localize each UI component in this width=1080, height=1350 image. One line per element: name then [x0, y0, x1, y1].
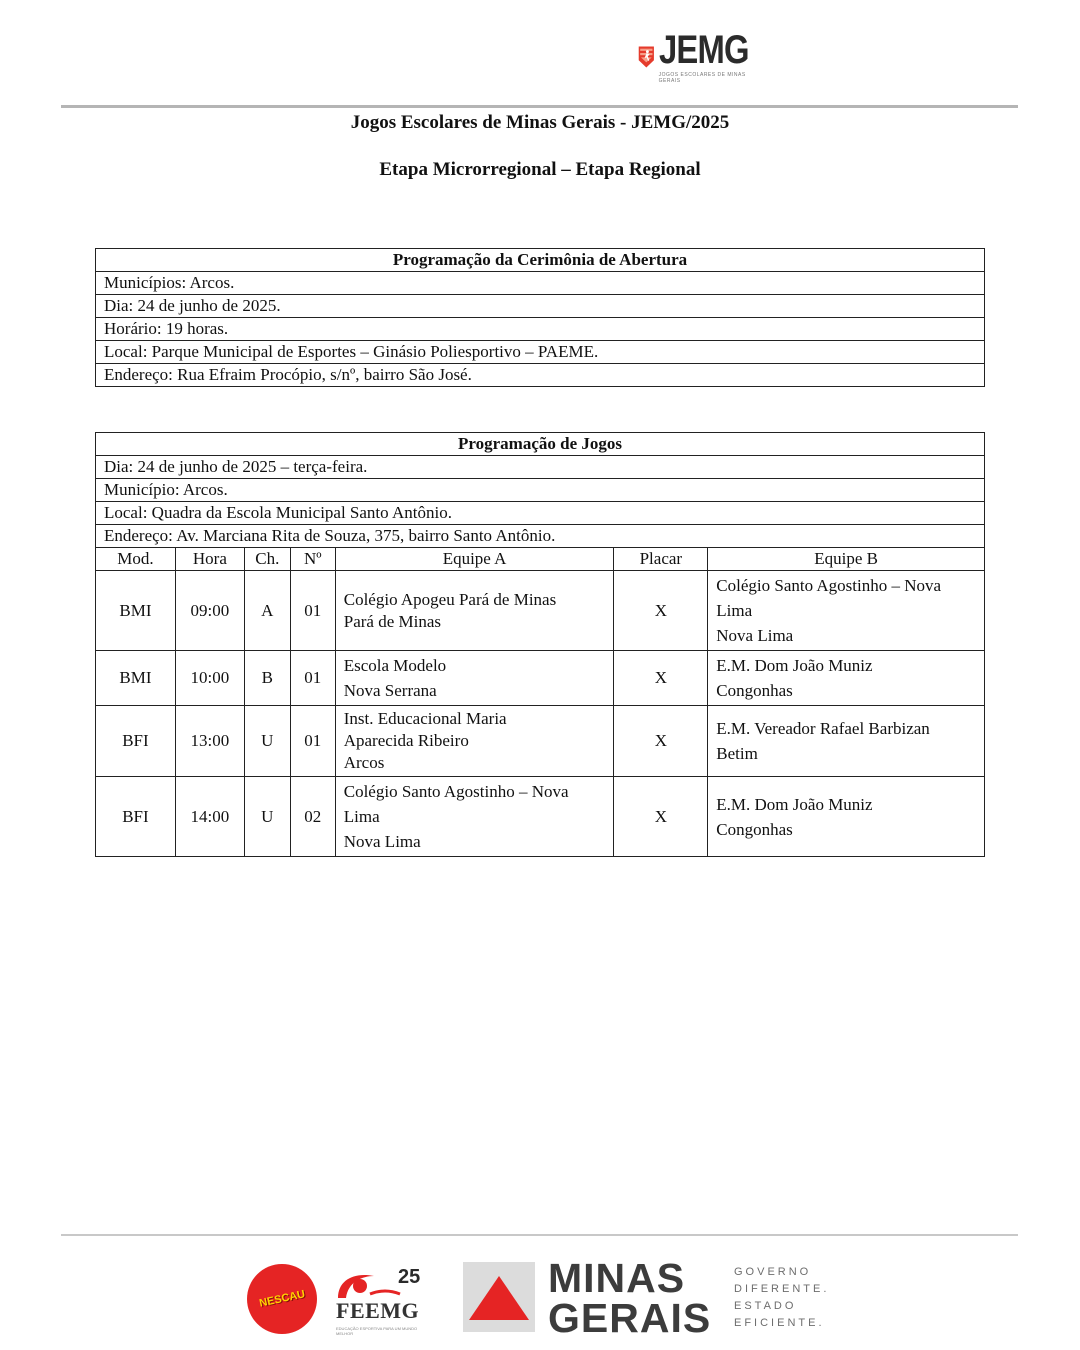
column-header-equipe-b: Equipe B	[708, 548, 985, 571]
games-heading: Programação de Jogos	[96, 433, 985, 456]
nescau-logo-text: NESCAU	[258, 1288, 306, 1310]
match-team-b	[708, 706, 985, 777]
match-n: 01	[290, 706, 335, 777]
ceremony-heading: Programação da Cerimônia de Abertura	[96, 249, 985, 272]
match-n: 01	[290, 651, 335, 706]
team-a-line: Arcos	[343, 753, 385, 772]
nescau-logo	[247, 1264, 317, 1334]
jemg-shield-icon	[638, 26, 655, 88]
team-a-line: Nova Serrana	[343, 681, 437, 700]
match-ch: B	[244, 651, 290, 706]
games-info-row: Município: Arcos.	[96, 479, 985, 502]
column-header-ch: Ch.	[244, 548, 290, 571]
feemg-anniversary: 25	[398, 1266, 421, 1288]
match-ch: U	[244, 777, 290, 857]
match-team-b	[708, 777, 985, 857]
team-a-line: Escola Modelo	[343, 656, 447, 675]
games-table	[95, 432, 985, 857]
team-b-line: Betim	[716, 744, 758, 763]
match-team-a	[335, 651, 614, 706]
feemg-logo-text: FEEMG	[336, 1298, 420, 1323]
team-a-line: Nova Lima	[343, 832, 421, 851]
team-a-line: Lima	[343, 807, 380, 826]
team-a-line: Colégio Apogeu Pará de Minas	[343, 589, 557, 609]
table-row	[96, 706, 985, 777]
team-a-line: Aparecida Ribeiro	[343, 731, 469, 750]
games-info-row: Endereço: Av. Marciana Rita de Souza, 375, bairro Santo Antônio.	[96, 525, 985, 548]
column-header-n: Nº	[290, 548, 335, 571]
team-b-line: E.M. Dom João Muniz	[716, 656, 873, 675]
feemg-logo	[332, 1266, 434, 1336]
government-slogan	[734, 1264, 829, 1332]
team-a-line: Pará de Minas	[343, 611, 441, 631]
ceremony-row: Horário: 19 horas.	[96, 318, 985, 341]
match-hora: 13:00	[175, 706, 244, 777]
match-hora: 09:00	[175, 571, 244, 651]
team-b-line: E.M. Dom João Muniz	[716, 794, 873, 814]
sponsor-logos	[0, 1252, 1080, 1342]
match-team-b	[708, 651, 985, 706]
document-title: Jogos Escolares de Minas Gerais - JEMG/2025	[350, 112, 730, 133]
ceremony-row: Municípios: Arcos.	[96, 272, 985, 295]
triangle-icon	[463, 1262, 535, 1332]
team-b-line: Lima	[716, 601, 753, 620]
ceremony-row: Endereço: Rua Efraim Procópio, s/nº, bairro São José.	[96, 364, 985, 387]
match-placar: X	[614, 651, 708, 706]
column-header-hora: Hora	[175, 548, 244, 571]
match-mod: BFI	[96, 706, 176, 777]
wordmark-line: GERAIS	[548, 1295, 712, 1341]
match-team-b	[708, 571, 985, 651]
team-b-line: Congonhas	[716, 819, 793, 839]
team-a-line: Colégio Santo Agostinho – Nova	[343, 782, 569, 801]
match-mod: BFI	[96, 777, 176, 857]
jemg-logo	[638, 26, 768, 88]
match-mod: BMI	[96, 571, 176, 651]
match-ch: U	[244, 706, 290, 777]
team-b-line: Congonhas	[716, 681, 793, 700]
match-placar: X	[614, 706, 708, 777]
document-subtitle: Etapa Microrregional – Etapa Regional	[379, 159, 701, 180]
match-placar: X	[614, 777, 708, 857]
games-info-row: Dia: 24 de junho de 2025 – terça-feira.	[96, 456, 985, 479]
match-hora: 10:00	[175, 651, 244, 706]
team-b-line: Colégio Santo Agostinho – Nova	[716, 576, 942, 595]
feemg-tagline: EDUCAÇÃO ESPORTIVA PARA UM MUNDO MELHOR	[336, 1326, 418, 1336]
match-ch: A	[244, 571, 290, 651]
team-b-line: E.M. Vereador Rafael Barbizan	[716, 719, 930, 738]
match-n: 01	[290, 571, 335, 651]
slogan-line: EFICIENTE.	[734, 1317, 825, 1329]
logo-text: JEMG	[658, 28, 749, 72]
slogan-line: GOVERNO	[734, 1266, 812, 1278]
games-info-row: Local: Quadra da Escola Municipal Santo Antônio.	[96, 502, 985, 525]
slogan-line: ESTADO	[734, 1300, 797, 1312]
table-row	[96, 651, 985, 706]
column-header-placar: Placar	[614, 548, 708, 571]
slogan-line: DIFERENTE.	[734, 1283, 830, 1295]
logo-subtitle: JOGOS ESCOLARES DE MINAS GERAIS	[658, 72, 746, 84]
column-header-row	[96, 548, 985, 571]
table-row	[96, 571, 985, 651]
ceremony-row: Local: Parque Municipal de Esportes – Ginásio Poliesportivo – PAEME.	[96, 341, 985, 364]
ceremony-row: Dia: 24 de junho de 2025.	[96, 295, 985, 318]
match-placar: X	[614, 571, 708, 651]
feemg-swoosh-icon	[334, 1268, 404, 1302]
match-mod: BMI	[96, 651, 176, 706]
team-a-line: Inst. Educacional Maria	[343, 709, 507, 728]
ceremony-table	[95, 248, 985, 387]
wordmark-line: MINAS	[548, 1255, 686, 1301]
minas-gerais-wordmark	[548, 1255, 712, 1341]
match-team-a	[335, 706, 614, 777]
column-header-mod: Mod.	[96, 548, 176, 571]
match-team-a	[335, 777, 614, 857]
team-b-line: Nova Lima	[716, 626, 794, 645]
minas-gerais-emblem	[463, 1262, 535, 1332]
match-team-a	[335, 571, 614, 651]
match-hora: 14:00	[175, 777, 244, 857]
header-divider	[61, 105, 1018, 108]
table-row	[96, 777, 985, 857]
footer-divider	[61, 1234, 1018, 1236]
match-n: 02	[290, 777, 335, 857]
column-header-equipe-a: Equipe A	[335, 548, 614, 571]
